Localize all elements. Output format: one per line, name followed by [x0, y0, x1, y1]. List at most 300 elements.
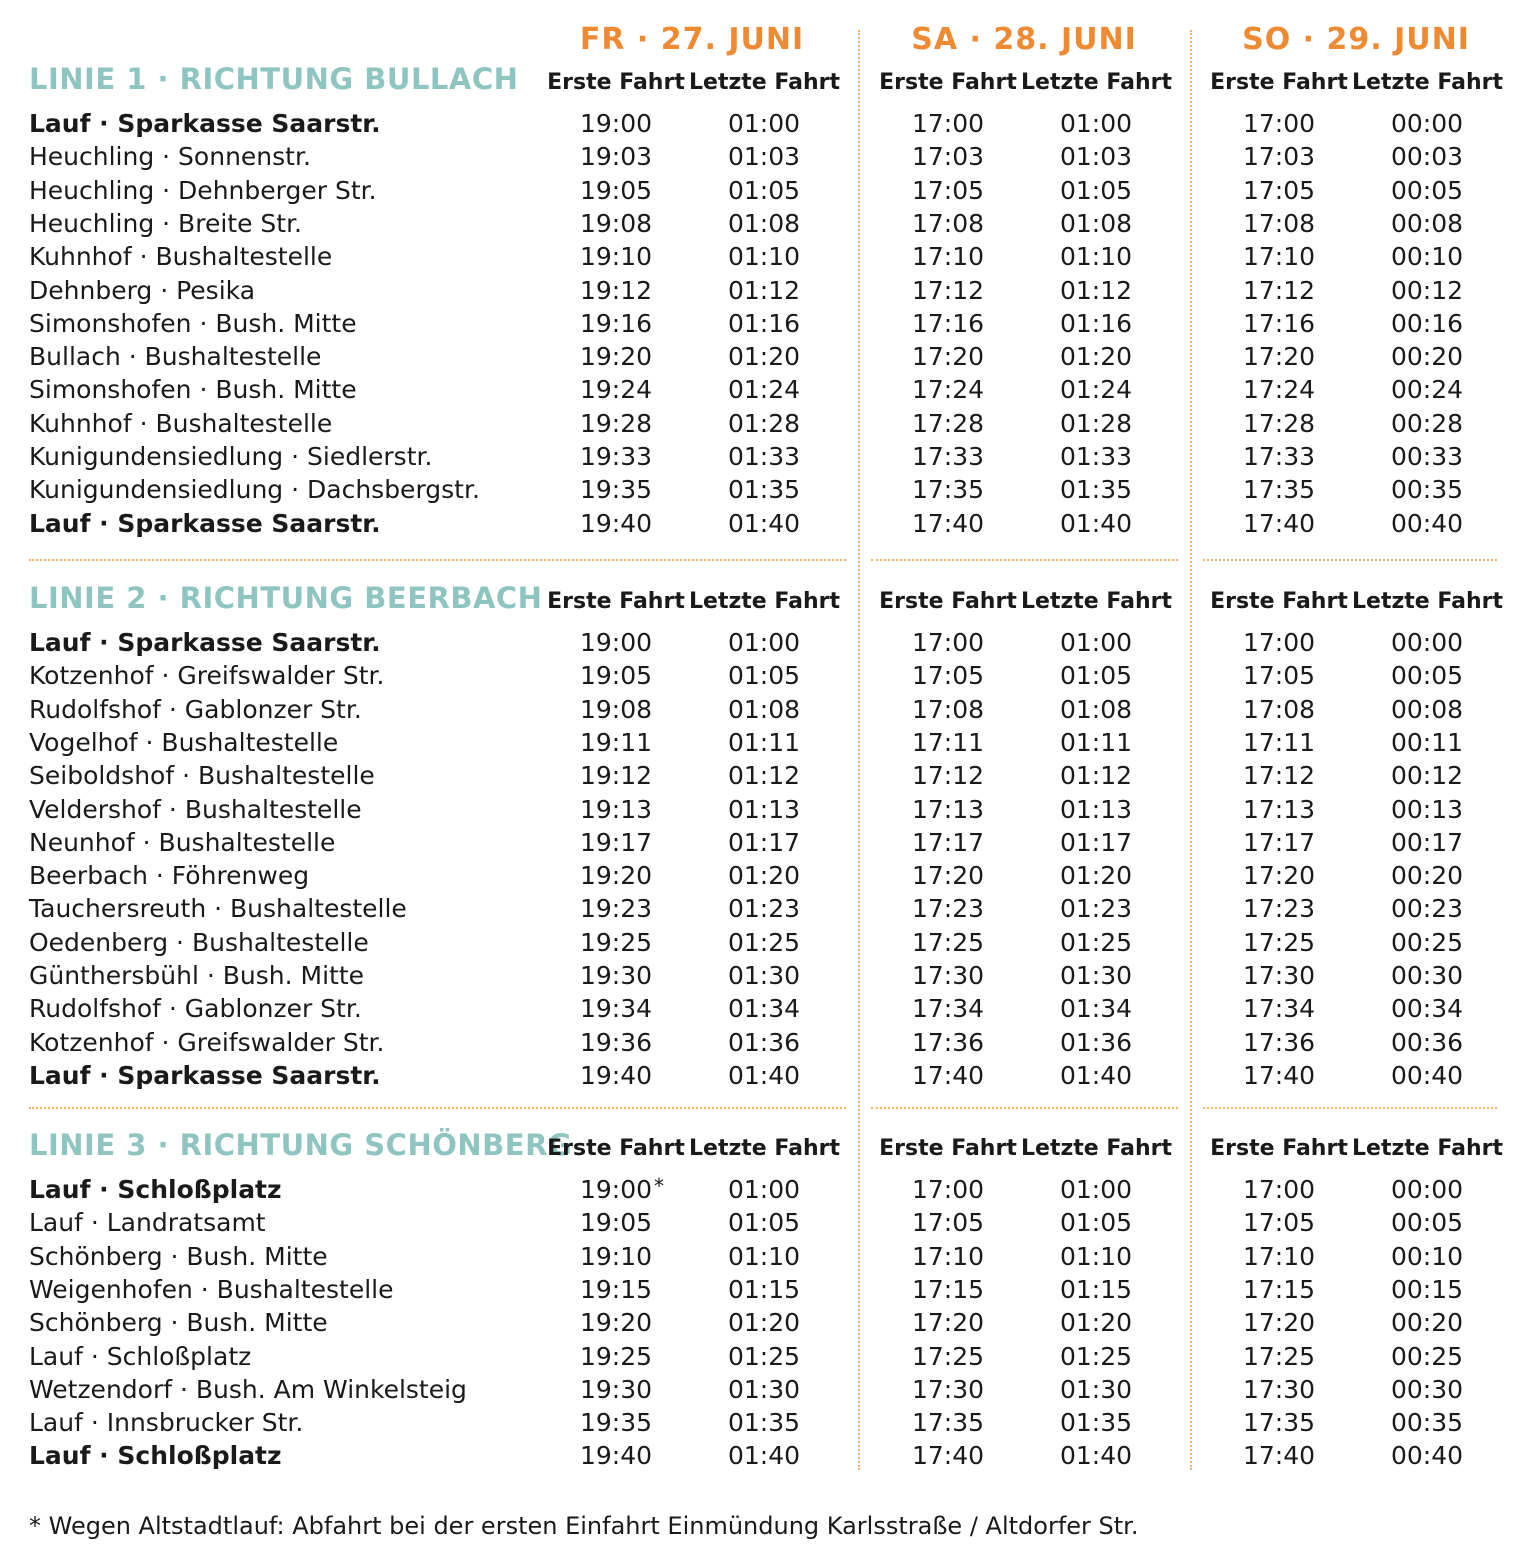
last-trip-time: 01:35	[1059, 1408, 1133, 1438]
stop-name: Günthersbühl · Bush. Mitte	[29, 961, 364, 990]
table-row	[0, 959, 1536, 992]
last-trip-time: 00:20	[1390, 1308, 1464, 1338]
first-trip-time: 17:17	[1242, 827, 1316, 857]
stop-name: Heuchling · Breite Str.	[29, 208, 302, 238]
first-trip-time: 17:33	[911, 442, 985, 471]
table-row	[0, 793, 1536, 826]
table-row	[0, 1406, 1536, 1439]
column-header-first-trip: Erste Fahrt	[1210, 1136, 1348, 1161]
stop-name: Veldershof · Bushaltestelle	[29, 794, 362, 824]
first-trip-time: 19:30	[579, 961, 653, 990]
last-trip-time: 01:13	[727, 794, 801, 824]
first-trip-time: 19:36	[579, 1027, 653, 1057]
last-trip-time: 00:34	[1390, 994, 1464, 1024]
first-trip-time: 17:12	[1242, 275, 1316, 305]
first-trip-time: 17:35	[1242, 1408, 1316, 1438]
first-trip-time: 17:08	[911, 694, 985, 724]
last-trip-time: 01:00	[727, 628, 801, 657]
first-trip-time: 19:24	[579, 375, 653, 405]
last-trip-time: 00:05	[1390, 175, 1464, 205]
first-trip-time: 17:16	[1242, 308, 1316, 338]
first-trip-time: 17:15	[1242, 1274, 1316, 1304]
table-row	[0, 1026, 1536, 1059]
last-trip-time: 01:30	[1059, 961, 1133, 990]
stop-name: Tauchersreuth · Bushaltestelle	[29, 894, 407, 924]
first-trip-time: 17:03	[911, 142, 985, 172]
column-header-first-trip: Erste Fahrt	[879, 589, 1017, 614]
first-trip-time: 19:00 *	[541, 1173, 691, 1206]
table-row	[0, 1373, 1536, 1406]
last-trip-time: 01:20	[727, 861, 801, 891]
first-trip-time: 19:40	[579, 508, 653, 538]
table-row	[0, 373, 1536, 406]
last-trip-time: 00:40	[1390, 508, 1464, 538]
stop-name: Simonshofen · Bush. Mitte	[29, 308, 357, 338]
stop-name: Lauf · Sparkasse Saarstr.	[29, 109, 381, 138]
first-trip-time: 17:35	[911, 1408, 985, 1438]
stop-name: Dehnberg · Pesika	[29, 275, 256, 305]
first-trip-time: 19:05	[579, 175, 653, 205]
last-trip-time: 01:08	[727, 208, 801, 238]
last-trip-time: 01:25	[727, 927, 801, 957]
last-trip-time: 00:20	[1390, 342, 1464, 372]
last-trip-time: 00:05	[1390, 1208, 1464, 1238]
first-trip-time: 17:40	[911, 1060, 985, 1090]
last-trip-time: 00:00	[1390, 109, 1464, 138]
first-trip-time: 17:12	[1242, 761, 1316, 791]
stop-name: Seiboldshof · Bushaltestelle	[29, 761, 375, 791]
table-row	[0, 174, 1536, 207]
table-row	[0, 240, 1536, 273]
last-trip-time: 01:28	[727, 408, 801, 438]
last-trip-time: 01:23	[1059, 894, 1133, 924]
first-trip-time: 17:20	[1242, 1308, 1316, 1338]
stop-name: Simonshofen · Bush. Mitte	[29, 375, 357, 405]
first-trip-time: 17:05	[1242, 175, 1316, 205]
first-trip-time: 17:05	[1242, 661, 1316, 691]
stop-name: Kuhnhof · Bushaltestelle	[29, 408, 333, 438]
first-trip-time: 17:25	[1242, 1341, 1316, 1371]
stop-name: Neunhof · Bushaltestelle	[29, 827, 336, 857]
column-header-last-trip: Letzte Fahrt	[1352, 70, 1503, 95]
first-trip-time: 17:23	[1242, 894, 1316, 924]
column-header-last-trip: Letzte Fahrt	[689, 589, 840, 614]
column-header-first-trip: Erste Fahrt	[879, 70, 1017, 95]
last-trip-time: 01:25	[1059, 927, 1133, 957]
day-header-saturday: SA · 28. JUNI	[911, 22, 1137, 57]
section-divider	[1203, 559, 1497, 561]
stop-name: Kotzenhof · Greifswalder Str.	[29, 661, 385, 691]
table-row	[0, 340, 1536, 373]
last-trip-time: 01:08	[727, 694, 801, 724]
last-trip-time: 01:20	[727, 342, 801, 372]
first-trip-time: 17:40	[911, 508, 985, 538]
stop-name: Heuchling · Sonnenstr.	[29, 142, 311, 172]
footnote: * Wegen Altstadtlauf: Abfahrt bei der ersten Einfahrt Einmündung Karlsstraße / Altdorfer Str.	[29, 1512, 1139, 1540]
first-trip-time: 17:28	[911, 408, 985, 438]
first-trip-time: 17:05	[911, 661, 985, 691]
first-trip-time: 17:33	[1242, 442, 1316, 471]
stop-name: Lauf · Schloßplatz	[29, 1175, 282, 1204]
last-trip-time: 01:00	[1059, 628, 1133, 657]
first-trip-time: 17:23	[911, 894, 985, 924]
first-trip-time: 17:05	[911, 175, 985, 205]
first-trip-time: 17:00	[1242, 1175, 1316, 1204]
first-trip-time: 17:28	[1242, 408, 1316, 438]
last-trip-time: 01:10	[727, 1241, 801, 1271]
last-trip-time: 01:30	[727, 961, 801, 990]
day-header-friday: FR · 27. JUNI	[579, 22, 805, 57]
table-row	[0, 407, 1536, 440]
first-trip-time: 17:10	[911, 1241, 985, 1271]
table-row	[0, 107, 1536, 140]
first-trip-time: 17:15	[911, 1274, 985, 1304]
last-trip-time: 01:05	[727, 175, 801, 205]
first-trip-time: 19:10	[579, 242, 653, 272]
last-trip-time: 00:15	[1390, 1274, 1464, 1304]
first-trip-time: 19:00	[579, 628, 653, 657]
first-trip-time: 19:16	[579, 308, 653, 338]
first-trip-time: 19:20	[579, 861, 653, 891]
last-trip-time: 00:00	[1390, 628, 1464, 657]
first-trip-time: 19:35	[579, 475, 653, 505]
first-trip-time: 17:40	[911, 1441, 985, 1471]
last-trip-time: 00:20	[1390, 861, 1464, 891]
last-trip-time: 00:30	[1390, 961, 1464, 990]
table-row	[0, 1240, 1536, 1273]
first-trip-time: 17:05	[911, 1208, 985, 1238]
last-trip-time: 01:25	[1059, 1341, 1133, 1371]
table-row	[0, 892, 1536, 925]
first-trip-time: 19:40	[579, 1060, 653, 1090]
stop-name: Kuhnhof · Bushaltestelle	[29, 242, 333, 272]
last-trip-time: 01:35	[727, 1408, 801, 1438]
last-trip-time: 00:30	[1390, 1374, 1464, 1404]
first-trip-time: 19:25	[579, 927, 653, 957]
last-trip-time: 00:12	[1390, 761, 1464, 791]
table-row	[0, 759, 1536, 792]
last-trip-time: 01:08	[1059, 208, 1133, 238]
column-header-last-trip: Letzte Fahrt	[1021, 1136, 1172, 1161]
last-trip-time: 00:08	[1390, 694, 1464, 724]
table-row	[0, 859, 1536, 892]
table-row	[0, 274, 1536, 307]
last-trip-time: 01:10	[1059, 1241, 1133, 1271]
table-row	[0, 207, 1536, 240]
stop-name: Schönberg · Bush. Mitte	[29, 1308, 328, 1338]
last-trip-time: 01:40	[727, 1441, 801, 1471]
day-header-sunday: SO · 29. JUNI	[1242, 22, 1470, 57]
column-header-last-trip: Letzte Fahrt	[1352, 1136, 1503, 1161]
last-trip-time: 00:08	[1390, 208, 1464, 238]
last-trip-time: 01:36	[727, 1027, 801, 1057]
stop-name: Kunigundensiedlung · Dachsbergstr.	[29, 475, 480, 505]
first-trip-time: 17:12	[911, 275, 985, 305]
table-row	[0, 1173, 1536, 1206]
first-trip-time: 17:35	[1242, 475, 1316, 505]
last-trip-time: 00:23	[1390, 894, 1464, 924]
last-trip-time: 00:05	[1390, 661, 1464, 691]
last-trip-time: 00:25	[1390, 927, 1464, 957]
first-trip-time: 17:08	[911, 208, 985, 238]
first-trip-time: 17:20	[911, 1308, 985, 1338]
first-trip-time: 17:34	[911, 994, 985, 1024]
first-trip-time: 17:40	[1242, 508, 1316, 538]
column-header-first-trip: Erste Fahrt	[879, 1136, 1017, 1161]
table-row	[0, 507, 1536, 540]
last-trip-time: 01:20	[1059, 1308, 1133, 1338]
stop-name: Vogelhof · Bushaltestelle	[29, 727, 339, 757]
first-trip-time: 17:30	[911, 961, 985, 990]
stop-name: Kunigundensiedlung · Siedlerstr.	[29, 442, 433, 471]
last-trip-time: 00:25	[1390, 1341, 1464, 1371]
last-trip-time: 01:17	[727, 827, 801, 857]
last-trip-time: 01:16	[727, 308, 801, 338]
last-trip-time: 01:35	[727, 475, 801, 505]
first-trip-time: 19:20	[579, 342, 653, 372]
column-header-first-trip: Erste Fahrt	[547, 1136, 685, 1161]
table-row	[0, 693, 1536, 726]
last-trip-time: 00:24	[1390, 375, 1464, 405]
last-trip-time: 01:00	[1059, 109, 1133, 138]
column-header-first-trip: Erste Fahrt	[547, 70, 685, 95]
first-trip-time: 17:20	[1242, 342, 1316, 372]
stop-name: Rudolfshof · Gablonzer Str.	[29, 994, 362, 1024]
table-row	[0, 1206, 1536, 1239]
first-trip-time: 17:03	[1242, 142, 1316, 172]
first-trip-time: 19:05	[579, 661, 653, 691]
last-trip-time: 01:33	[1059, 442, 1133, 471]
first-trip-time: 19:15	[579, 1274, 653, 1304]
table-row	[0, 473, 1536, 506]
last-trip-time: 01:03	[1059, 142, 1133, 172]
first-trip-time: 17:12	[911, 761, 985, 791]
stop-name: Lauf · Sparkasse Saarstr.	[29, 1060, 381, 1090]
first-trip-time: 19:08	[579, 694, 653, 724]
last-trip-time: 01:05	[727, 661, 801, 691]
first-trip-time: 17:00	[1242, 109, 1316, 138]
first-trip-time: 19:28	[579, 408, 653, 438]
last-trip-time: 01:12	[727, 761, 801, 791]
last-trip-time: 01:20	[1059, 342, 1133, 372]
last-trip-time: 01:30	[727, 1374, 801, 1404]
column-header-last-trip: Letzte Fahrt	[689, 1136, 840, 1161]
last-trip-time: 01:23	[727, 894, 801, 924]
last-trip-time: 01:12	[727, 275, 801, 305]
last-trip-time: 01:05	[727, 1208, 801, 1238]
stop-name: Heuchling · Dehnberger Str.	[29, 175, 377, 205]
section-divider	[1203, 1107, 1497, 1109]
last-trip-time: 01:40	[1059, 508, 1133, 538]
first-trip-time: 19:23	[579, 894, 653, 924]
last-trip-time: 00:00	[1390, 1175, 1464, 1204]
last-trip-time: 01:24	[727, 375, 801, 405]
first-trip-time: 17:08	[1242, 694, 1316, 724]
last-trip-time: 01:13	[1059, 794, 1133, 824]
first-trip-time: 17:00	[911, 109, 985, 138]
stop-name: Lauf · Sparkasse Saarstr.	[29, 628, 381, 657]
last-trip-time: 01:34	[727, 994, 801, 1024]
first-trip-time: 17:36	[1242, 1027, 1316, 1057]
section-divider	[29, 559, 846, 561]
first-trip-time: 17:30	[1242, 961, 1316, 990]
last-trip-time: 01:08	[1059, 694, 1133, 724]
first-trip-time: 19:13	[579, 794, 653, 824]
stop-name: Kotzenhof · Greifswalder Str.	[29, 1027, 385, 1057]
first-trip-time: 17:20	[911, 342, 985, 372]
first-trip-time: 17:25	[1242, 927, 1316, 957]
last-trip-time: 01:35	[1059, 475, 1133, 505]
last-trip-time: 01:05	[1059, 1208, 1133, 1238]
line-title: LINIE 2 · RICHTUNG BEERBACH	[29, 581, 543, 615]
table-row	[0, 1273, 1536, 1306]
first-trip-time: 17:05	[1242, 1208, 1316, 1238]
column-header-first-trip: Erste Fahrt	[1210, 70, 1348, 95]
first-trip-time: 17:20	[911, 861, 985, 891]
last-trip-time: 00:35	[1390, 1408, 1464, 1438]
table-row	[0, 626, 1536, 659]
table-row	[0, 1059, 1536, 1092]
last-trip-time: 01:15	[727, 1274, 801, 1304]
last-trip-time: 01:10	[727, 242, 801, 272]
column-header-last-trip: Letzte Fahrt	[1352, 589, 1503, 614]
first-trip-time: 17:35	[911, 475, 985, 505]
last-trip-time: 01:00	[727, 1175, 801, 1204]
first-trip-time: 19:03	[579, 142, 653, 172]
first-trip-time: 17:25	[911, 1341, 985, 1371]
last-trip-time: 00:16	[1390, 308, 1464, 338]
last-trip-time: 01:20	[727, 1308, 801, 1338]
last-trip-time: 01:24	[1059, 375, 1133, 405]
line-title: LINIE 3 · RICHTUNG SCHÖNBERG	[29, 1128, 573, 1162]
last-trip-time: 01:12	[1059, 275, 1133, 305]
table-row	[0, 1439, 1536, 1472]
table-row	[0, 826, 1536, 859]
table-row	[0, 307, 1536, 340]
first-trip-time: 19:30	[579, 1374, 653, 1404]
last-trip-time: 01:12	[1059, 761, 1133, 791]
last-trip-time: 00:13	[1390, 794, 1464, 824]
stop-name: Wetzendorf · Bush. Am Winkelsteig	[29, 1374, 467, 1404]
column-header-last-trip: Letzte Fahrt	[689, 70, 840, 95]
first-trip-time: 17:13	[1242, 794, 1316, 824]
first-trip-time: 19:12	[579, 275, 653, 305]
last-trip-time: 01:34	[1059, 994, 1133, 1024]
last-trip-time: 00:36	[1390, 1027, 1464, 1057]
stop-name: Beerbach · Föhrenweg	[29, 861, 310, 891]
last-trip-time: 01:00	[727, 109, 801, 138]
last-trip-time: 01:10	[1059, 242, 1133, 272]
last-trip-time: 00:40	[1390, 1060, 1464, 1090]
first-trip-time: 17:00	[911, 628, 985, 657]
stop-name: Weigenhofen · Bushaltestelle	[29, 1274, 394, 1304]
last-trip-time: 00:40	[1390, 1441, 1464, 1471]
section-divider	[871, 1107, 1178, 1109]
first-trip-time: 17:11	[911, 727, 985, 757]
stop-name: Lauf · Landratsamt	[29, 1208, 266, 1238]
last-trip-time: 01:17	[1059, 827, 1133, 857]
first-trip-time: 17:40	[1242, 1441, 1316, 1471]
last-trip-time: 00:12	[1390, 275, 1464, 305]
stop-name: Rudolfshof · Gablonzer Str.	[29, 694, 362, 724]
last-trip-time: 01:11	[727, 727, 801, 757]
section-divider	[871, 559, 1178, 561]
first-trip-time: 17:00	[911, 1175, 985, 1204]
first-trip-time: 19:00	[579, 109, 653, 138]
first-trip-time: 17:13	[911, 794, 985, 824]
column-header-last-trip: Letzte Fahrt	[1021, 589, 1172, 614]
last-trip-time: 01:00	[1059, 1175, 1133, 1204]
table-row	[0, 926, 1536, 959]
first-trip-time: 19:10	[579, 1241, 653, 1271]
table-row	[0, 1306, 1536, 1339]
section-divider	[29, 1107, 846, 1109]
first-trip-time: 19:08	[579, 208, 653, 238]
first-trip-time: 19:20	[579, 1308, 653, 1338]
table-row	[0, 659, 1536, 692]
last-trip-time: 01:40	[727, 1060, 801, 1090]
stop-name: Lauf · Schloßplatz	[29, 1341, 252, 1371]
stop-name: Bullach · Bushaltestelle	[29, 342, 322, 372]
last-trip-time: 01:30	[1059, 1374, 1133, 1404]
first-trip-time: 19:34	[579, 994, 653, 1024]
first-trip-time: 17:16	[911, 308, 985, 338]
first-trip-time: 17:34	[1242, 994, 1316, 1024]
first-trip-time: 19:33	[579, 442, 653, 471]
stop-name: Lauf · Schloßplatz	[29, 1441, 282, 1471]
stop-name: Lauf · Sparkasse Saarstr.	[29, 508, 381, 538]
last-trip-time: 00:35	[1390, 475, 1464, 505]
last-trip-time: 00:10	[1390, 242, 1464, 272]
first-trip-time: 19:17	[579, 827, 653, 857]
first-trip-time: 19:12	[579, 761, 653, 791]
last-trip-time: 00:11	[1390, 727, 1464, 757]
first-trip-time: 17:36	[911, 1027, 985, 1057]
table-row	[0, 1340, 1536, 1373]
stop-name: Oedenberg · Bushaltestelle	[29, 927, 369, 957]
stop-name: Schönberg · Bush. Mitte	[29, 1241, 328, 1271]
line-title: LINIE 1 · RICHTUNG BULLACH	[29, 62, 519, 96]
last-trip-time: 01:28	[1059, 408, 1133, 438]
first-trip-time: 19:40	[579, 1441, 653, 1471]
last-trip-time: 01:05	[1059, 175, 1133, 205]
first-trip-time: 17:40	[1242, 1060, 1316, 1090]
first-trip-time: 17:24	[1242, 375, 1316, 405]
first-trip-time: 19:05	[579, 1208, 653, 1238]
last-trip-time: 01:36	[1059, 1027, 1133, 1057]
first-trip-time: 17:17	[911, 827, 985, 857]
last-trip-time: 00:17	[1390, 827, 1464, 857]
first-trip-time: 17:30	[911, 1374, 985, 1404]
first-trip-time: 19:25	[579, 1341, 653, 1371]
last-trip-time: 00:03	[1390, 142, 1464, 172]
first-trip-time: 19:11	[579, 727, 653, 757]
last-trip-time: 01:33	[727, 442, 801, 471]
last-trip-time: 01:03	[727, 142, 801, 172]
last-trip-time: 01:11	[1059, 727, 1133, 757]
last-trip-time: 01:20	[1059, 861, 1133, 891]
first-trip-time: 17:10	[1242, 1241, 1316, 1271]
table-row	[0, 992, 1536, 1025]
last-trip-time: 01:40	[1059, 1441, 1133, 1471]
first-trip-time: 17:24	[911, 375, 985, 405]
column-header-first-trip: Erste Fahrt	[547, 589, 685, 614]
last-trip-time: 01:40	[1059, 1060, 1133, 1090]
stop-name: Lauf · Innsbrucker Str.	[29, 1408, 304, 1438]
table-row	[0, 440, 1536, 473]
last-trip-time: 01:25	[727, 1341, 801, 1371]
column-header-last-trip: Letzte Fahrt	[1021, 70, 1172, 95]
